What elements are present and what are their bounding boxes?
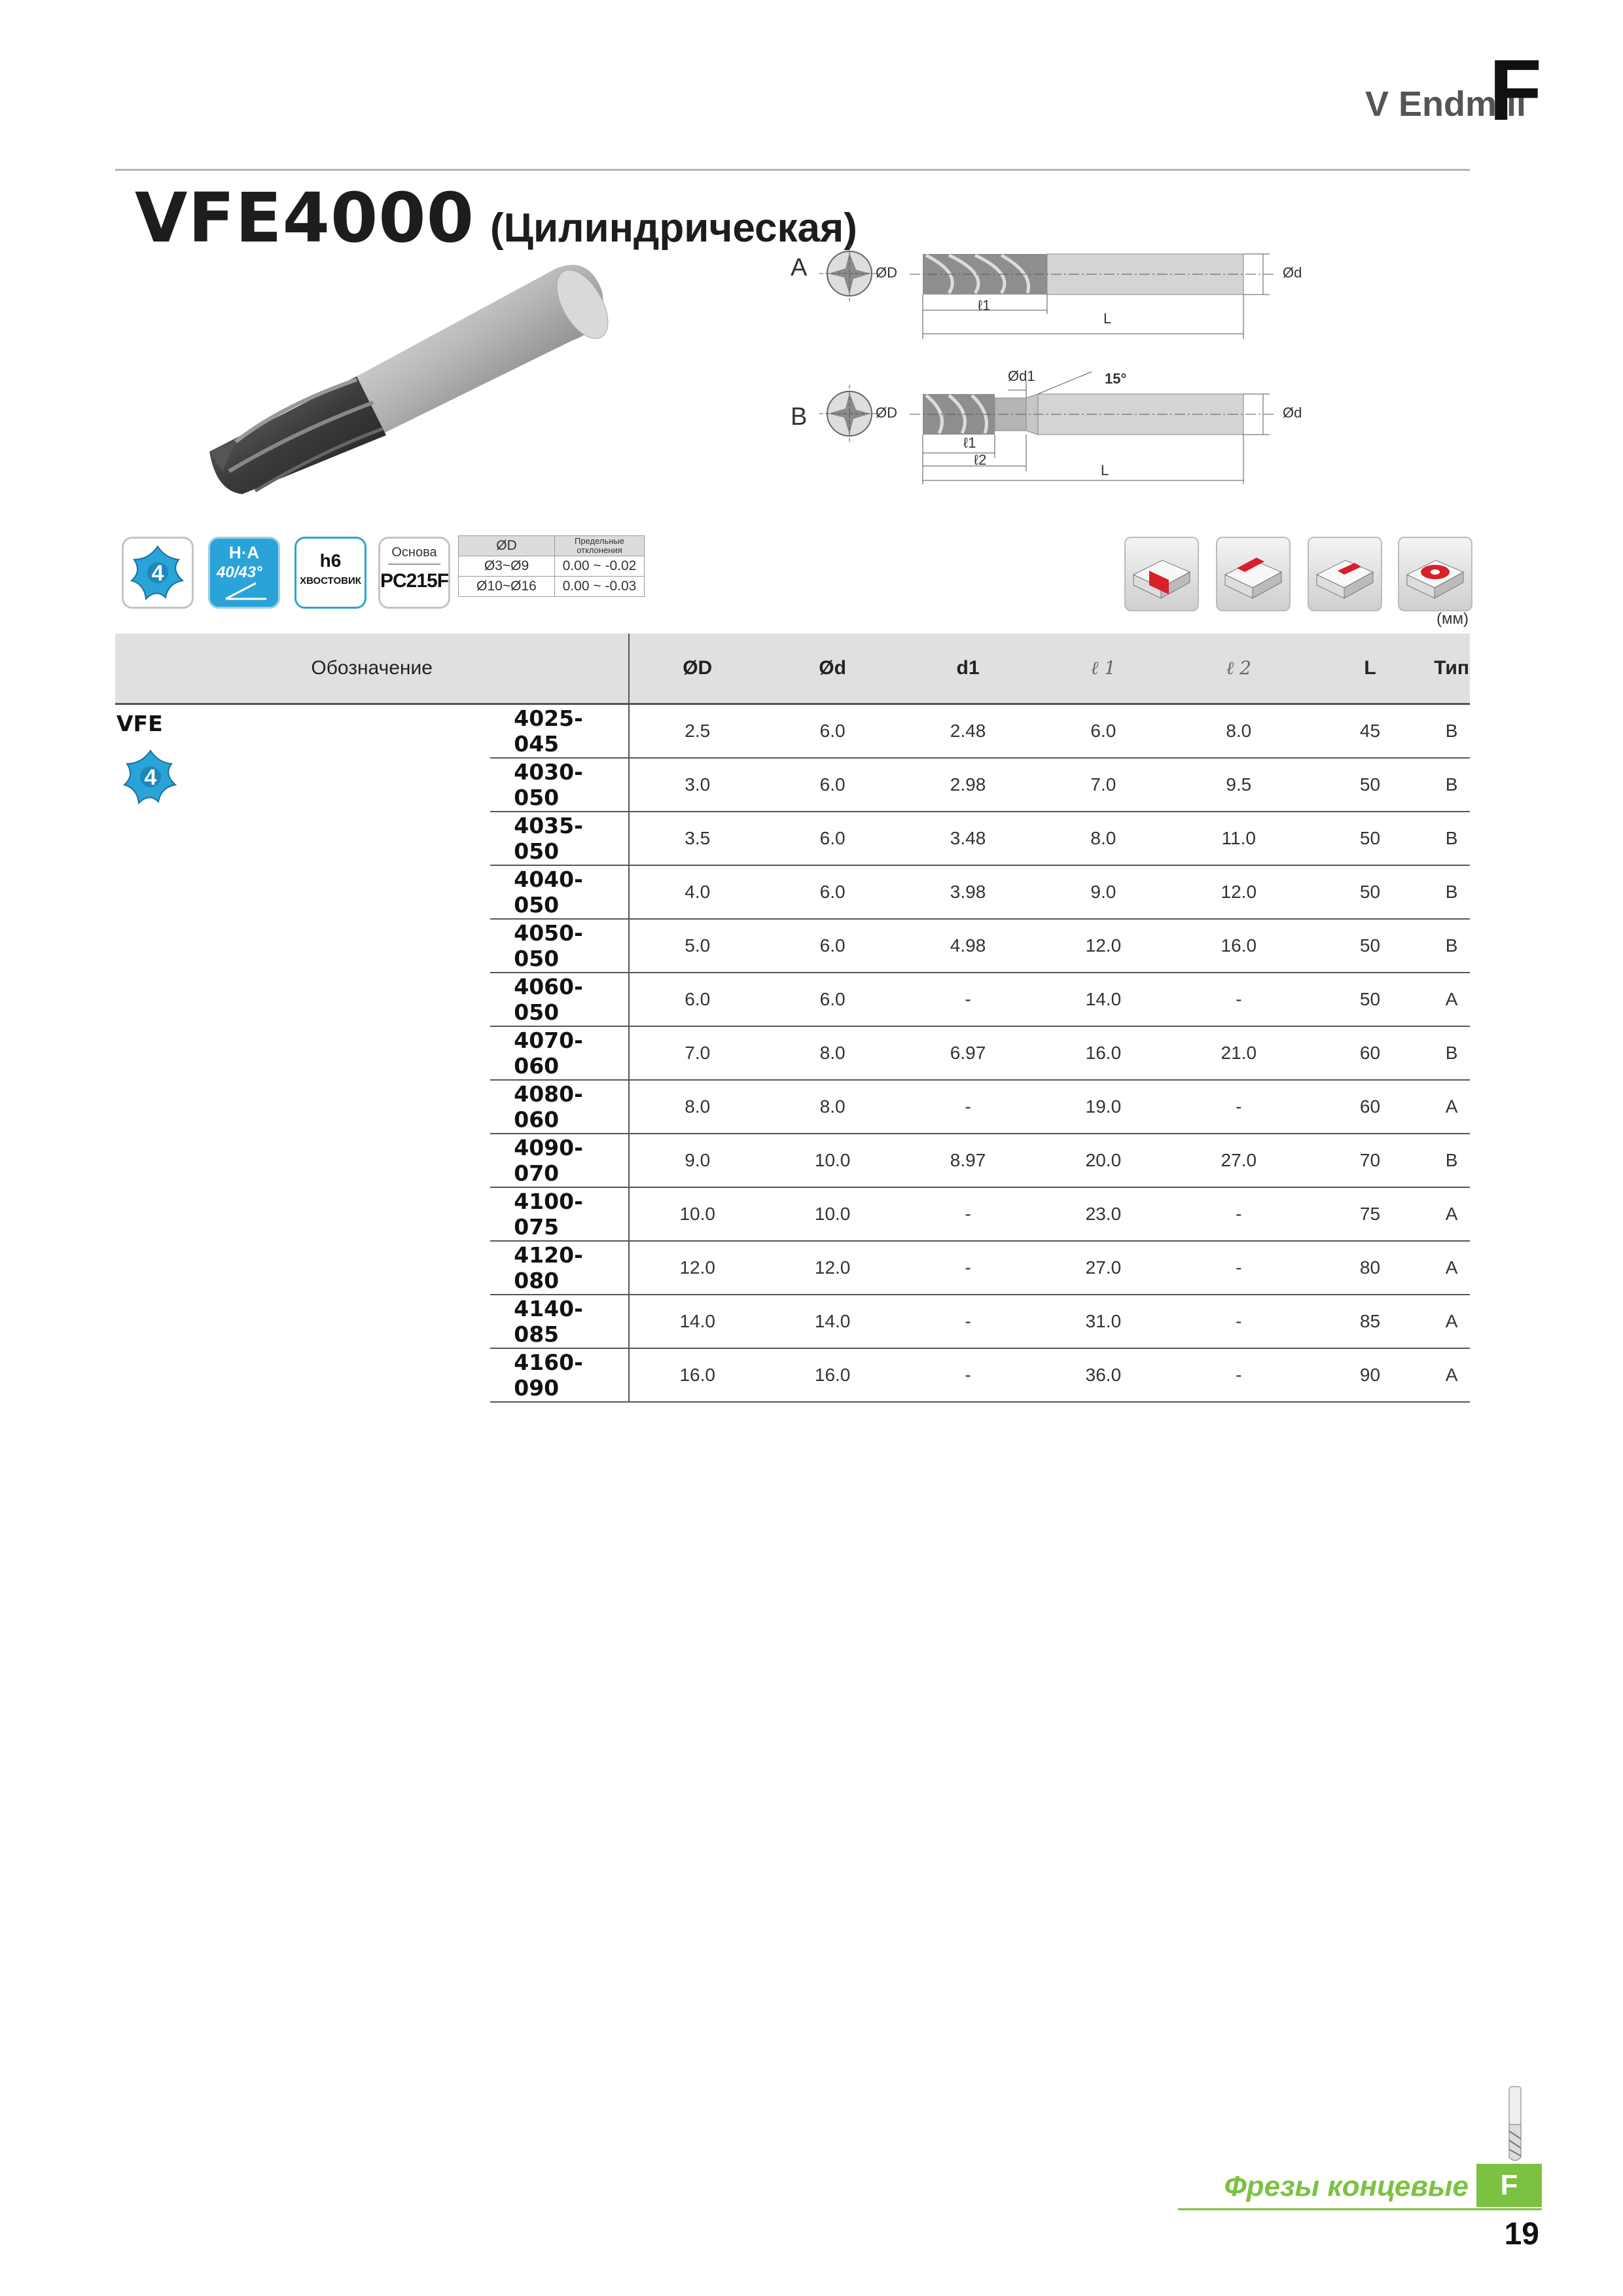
cell-d: 6.0 <box>765 812 900 865</box>
product-code: 4030-050 <box>490 758 629 812</box>
cell-l2: 8.0 <box>1171 704 1307 759</box>
header-diameter-D: ØD <box>629 634 765 704</box>
cell-L: 45 <box>1307 704 1434 759</box>
helix-angle-icon <box>223 581 269 601</box>
cell-type: B <box>1433 919 1470 973</box>
helix-value: 40/43° <box>217 564 262 581</box>
flute-count-badge <box>122 537 194 609</box>
shoulder-milling-application-icon <box>1308 537 1382 611</box>
cell-d: 8.0 <box>765 1080 900 1134</box>
page-title <box>135 178 857 258</box>
cell-type: B <box>1433 704 1470 759</box>
cell-L: 90 <box>1307 1348 1434 1402</box>
cell-D: 2.5 <box>629 704 765 759</box>
cell-l2: 9.5 <box>1171 758 1307 812</box>
cell-D: 10.0 <box>629 1187 765 1241</box>
product-code: 4040-050 <box>490 865 629 919</box>
diagram-type-a <box>818 241 1329 346</box>
cell-l2: 16.0 <box>1171 919 1307 973</box>
helix-label: H·A <box>228 543 260 562</box>
side-milling-application-icon <box>1216 537 1291 611</box>
cell-d: 6.0 <box>765 758 900 812</box>
product-code: 4070-060 <box>490 1026 629 1080</box>
tolerance-range: Ø3~Ø9 <box>459 556 555 577</box>
cell-d1: 3.98 <box>900 865 1036 919</box>
section-title: V Endmill <box>1364 84 1526 124</box>
cell-l1: 7.0 <box>1036 758 1171 812</box>
cell-L: 60 <box>1307 1026 1434 1080</box>
cell-d1: 3.48 <box>900 812 1036 865</box>
cell-d: 6.0 <box>765 919 900 973</box>
cell-D: 6.0 <box>629 973 765 1026</box>
cell-l2: 12.0 <box>1171 865 1307 919</box>
diagram-a-l1: ℓ1 <box>978 297 991 314</box>
header-length-L: L <box>1307 634 1434 704</box>
cell-D: 12.0 <box>629 1241 765 1295</box>
header-designation: Обозначение <box>115 634 629 704</box>
cell-type: B <box>1433 758 1470 812</box>
tolerance-range: Ø10~Ø16 <box>459 577 555 597</box>
cell-L: 70 <box>1307 1134 1434 1187</box>
series-group-cell <box>115 704 490 1403</box>
cell-d1: - <box>900 1348 1036 1402</box>
header-type: Тип <box>1433 634 1470 704</box>
diagram-b-dia-d1: Ød1 <box>1008 368 1035 384</box>
pocketing-application-icon <box>1398 537 1472 611</box>
table-row <box>115 704 1470 759</box>
cell-d: 10.0 <box>765 1187 900 1241</box>
shank-label: ХВОСТОВИК <box>300 575 361 586</box>
diagram-b-l2: ℓ2 <box>974 452 987 468</box>
cell-L: 50 <box>1307 865 1434 919</box>
diagram-b-dia-d: Ød <box>1283 404 1302 421</box>
footer-section-letter: F <box>1476 2164 1542 2207</box>
cell-L: 50 <box>1307 919 1434 973</box>
cell-l1: 20.0 <box>1036 1134 1171 1187</box>
product-code: 4090-070 <box>490 1134 629 1187</box>
diagram-b-L: L <box>1101 462 1109 478</box>
product-table <box>115 634 1470 1403</box>
cell-D: 9.0 <box>629 1134 765 1187</box>
cell-l2: - <box>1171 1187 1307 1241</box>
helix-angle-badge <box>208 537 280 609</box>
cell-d1: - <box>900 973 1036 1026</box>
footer-line <box>1178 2208 1542 2210</box>
table-header-row <box>115 634 1470 704</box>
header-shank-d: Ød <box>765 634 900 704</box>
diagram-a-dia-d: Ød <box>1283 264 1302 281</box>
cell-type: B <box>1433 1134 1470 1187</box>
diagram-b-l1: ℓ1 <box>963 435 976 451</box>
cell-l1: 36.0 <box>1036 1348 1171 1402</box>
cell-type: B <box>1433 1026 1470 1080</box>
model-subtitle: (Цилиндрическая) <box>490 206 857 251</box>
cell-type: A <box>1433 1080 1470 1134</box>
cell-type: A <box>1433 973 1470 1026</box>
header-divider <box>115 169 1470 171</box>
cell-l1: 9.0 <box>1036 865 1171 919</box>
cell-d1: - <box>900 1187 1036 1241</box>
diagram-a-dia-D: ØD <box>876 264 897 281</box>
cell-d: 8.0 <box>765 1026 900 1080</box>
cell-L: 50 <box>1307 973 1434 1026</box>
cell-l1: 31.0 <box>1036 1295 1171 1348</box>
cell-L: 50 <box>1307 812 1434 865</box>
cell-d: 6.0 <box>765 704 900 759</box>
slotting-application-icon <box>1124 537 1199 611</box>
cell-d1: - <box>900 1295 1036 1348</box>
product-code: 4160-090 <box>490 1348 629 1402</box>
flute-count: 4 <box>151 561 164 586</box>
endmill-photo <box>190 255 622 504</box>
cell-l1: 16.0 <box>1036 1026 1171 1080</box>
cell-type: A <box>1433 1241 1470 1295</box>
cell-l1: 12.0 <box>1036 919 1171 973</box>
cell-l2: 27.0 <box>1171 1134 1307 1187</box>
cell-l1: 19.0 <box>1036 1080 1171 1134</box>
footer-category: Фрезы концевые <box>1224 2170 1469 2202</box>
diagram-b-dia-D: ØD <box>876 404 897 421</box>
shank-tolerance-badge <box>294 537 366 609</box>
cell-l1: 8.0 <box>1036 812 1171 865</box>
cell-D: 5.0 <box>629 919 765 973</box>
diagram-type-b <box>818 367 1329 491</box>
base-label: Основа <box>391 545 437 560</box>
four-flute-icon <box>116 743 185 811</box>
cell-type: B <box>1433 865 1470 919</box>
endmill-footer-icon <box>1499 2085 1531 2164</box>
diagram-b-label: B <box>791 403 808 431</box>
product-code: 4050-050 <box>490 919 629 973</box>
cell-d1: 6.97 <box>900 1026 1036 1080</box>
tolerance-table <box>458 535 645 597</box>
cell-d: 6.0 <box>765 865 900 919</box>
cell-D: 8.0 <box>629 1080 765 1134</box>
product-code: 4025-045 <box>490 704 629 759</box>
product-code: 4100-075 <box>490 1187 629 1241</box>
cell-d1: - <box>900 1241 1036 1295</box>
tolerance-header-diameter: ØD <box>459 536 555 556</box>
header-l2: ℓ 2 <box>1171 634 1307 704</box>
product-code: 4140-085 <box>490 1295 629 1348</box>
cell-D: 3.0 <box>629 758 765 812</box>
series-flute-count: 4 <box>144 765 157 790</box>
product-code: 4120-080 <box>490 1241 629 1295</box>
shank-tolerance: h6 <box>319 550 342 571</box>
cell-l1: 23.0 <box>1036 1187 1171 1241</box>
cell-l2: - <box>1171 973 1307 1026</box>
cell-D: 3.5 <box>629 812 765 865</box>
cell-d1: 4.98 <box>900 919 1036 973</box>
product-code: 4035-050 <box>490 812 629 865</box>
cell-l2: 11.0 <box>1171 812 1307 865</box>
cell-l2: - <box>1171 1348 1307 1402</box>
cell-d1: 2.98 <box>900 758 1036 812</box>
cell-type: A <box>1433 1295 1470 1348</box>
tolerance-value: 0.00 ~ -0.03 <box>555 577 645 597</box>
cell-d: 10.0 <box>765 1134 900 1187</box>
cell-D: 7.0 <box>629 1026 765 1080</box>
product-code: 4080-060 <box>490 1080 629 1134</box>
cell-type: B <box>1433 812 1470 865</box>
cell-d1: 8.97 <box>900 1134 1036 1187</box>
header-l1: ℓ 1 <box>1036 634 1171 704</box>
diagram-a-L: L <box>1103 310 1112 327</box>
cell-L: 50 <box>1307 758 1434 812</box>
cell-l2: 21.0 <box>1171 1026 1307 1080</box>
cell-D: 4.0 <box>629 865 765 919</box>
cell-L: 85 <box>1307 1295 1434 1348</box>
series-name: VFE <box>116 711 163 736</box>
cell-d: 16.0 <box>765 1348 900 1402</box>
unit-label: (мм) <box>1436 610 1469 628</box>
cell-L: 75 <box>1307 1187 1434 1241</box>
model-name: VFE4000 <box>135 178 475 258</box>
base-grade: PC215F <box>380 570 449 592</box>
cell-l1: 6.0 <box>1036 704 1171 759</box>
base-material-badge <box>378 537 450 609</box>
tolerance-header-deviation: Предельные отклонения <box>555 536 645 556</box>
cell-L: 80 <box>1307 1241 1434 1295</box>
cell-l1: 14.0 <box>1036 973 1171 1026</box>
tolerance-value: 0.00 ~ -0.02 <box>555 556 645 577</box>
diagram-a-label: A <box>791 254 808 281</box>
cell-d: 6.0 <box>765 973 900 1026</box>
cell-d1: - <box>900 1080 1036 1134</box>
cell-l2: - <box>1171 1295 1307 1348</box>
base-divider <box>388 564 440 565</box>
section-letter: F <box>1489 42 1542 138</box>
cell-type: A <box>1433 1348 1470 1402</box>
cell-D: 14.0 <box>629 1295 765 1348</box>
cell-l2: - <box>1171 1080 1307 1134</box>
cell-L: 60 <box>1307 1080 1434 1134</box>
header-neck-d1: d1 <box>900 634 1036 704</box>
cell-d: 12.0 <box>765 1241 900 1295</box>
page-number: 19 <box>1504 2217 1539 2251</box>
cell-D: 16.0 <box>629 1348 765 1402</box>
cell-d: 14.0 <box>765 1295 900 1348</box>
cell-type: A <box>1433 1187 1470 1241</box>
cell-d1: 2.48 <box>900 704 1036 759</box>
cell-l1: 27.0 <box>1036 1241 1171 1295</box>
cell-l2: - <box>1171 1241 1307 1295</box>
diagram-b-angle: 15° <box>1105 370 1127 387</box>
product-code: 4060-050 <box>490 973 629 1026</box>
